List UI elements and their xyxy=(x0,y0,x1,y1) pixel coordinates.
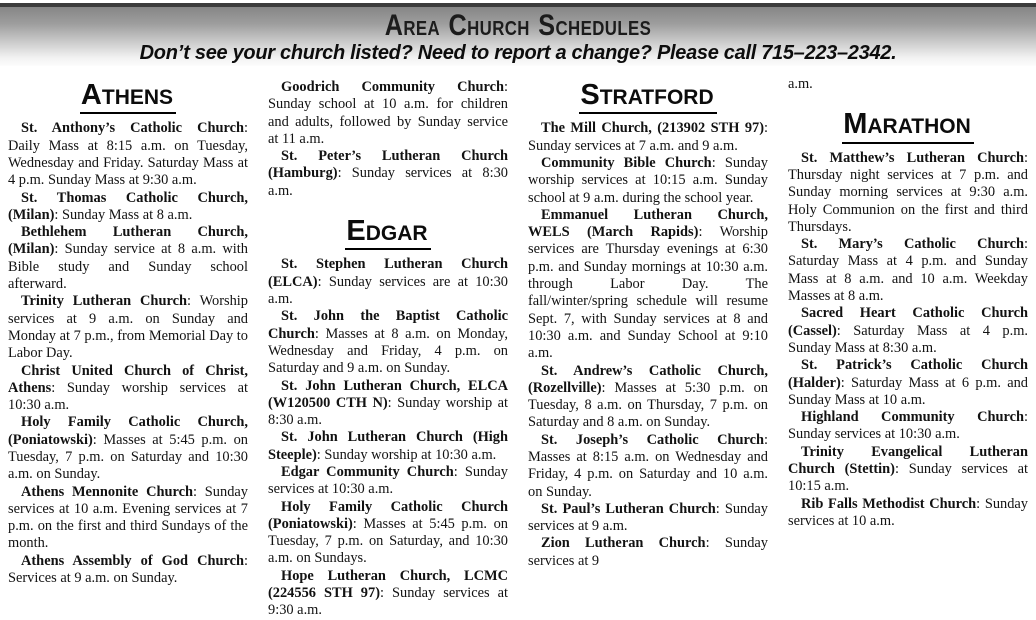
church-entry xyxy=(788,409,1028,444)
separator: : xyxy=(711,154,725,171)
church-schedule: Daily Mass at 8:15 a.m. on Tuesday, Wednesday and Friday. Saturday Mass at 4 p.m. Sunday Mass at 9:30 a.m. xyxy=(8,137,248,189)
separator: : xyxy=(698,224,720,241)
church-entry xyxy=(788,150,1028,236)
church-name: Athens Assembly of God Church xyxy=(21,552,244,569)
column-2 xyxy=(268,68,508,620)
church-entry xyxy=(268,308,508,377)
separator: : xyxy=(54,206,62,223)
church-name: St. Thomas Catholic Church, (Milan) xyxy=(8,189,248,223)
church-entry xyxy=(788,444,1028,496)
church-entry xyxy=(8,484,248,553)
church-entry xyxy=(528,501,768,536)
separator: : xyxy=(705,535,725,552)
schedule-columns xyxy=(0,66,1036,620)
separator: : xyxy=(380,585,393,602)
church-name: St. Peter’s Lutheran Church (Hamburg) xyxy=(268,148,508,182)
separator: : xyxy=(352,515,364,532)
masthead xyxy=(0,3,1036,66)
column-3 xyxy=(528,68,768,620)
section-heading-text: EDGAR xyxy=(345,215,430,250)
church-schedule: Masses at 5:45 p.m. on Tuesday, 7 p.m. on Saturday, and 10:30 a.m. on Sundays. xyxy=(268,515,508,567)
church-name: Community Bible Church xyxy=(541,154,712,171)
section-heading-stratford xyxy=(528,79,768,114)
church-schedule: Sunday Mass at 8 a.m. xyxy=(61,206,193,223)
church-name: Holy Family Catholic Church, (Poniatowski) xyxy=(8,414,248,448)
separator: : xyxy=(193,483,205,500)
separator: : xyxy=(836,322,854,339)
church-name: Zion Lutheran Church xyxy=(541,535,706,552)
church-schedule: Sunday services at 9 a.m. xyxy=(528,500,768,535)
church-entry xyxy=(528,432,768,501)
separator: : xyxy=(976,495,985,512)
church-name: Emmanuel Lutheran Church, WELS (March Rapids) xyxy=(528,206,768,241)
church-entry xyxy=(268,429,508,464)
church-schedule: Sunday services at 8:30 a.m. xyxy=(268,165,508,199)
church-schedule: Sunday worship services at 10:30 a.m. xyxy=(8,379,248,414)
title-word: AREA xyxy=(384,9,441,42)
section-heading-athens xyxy=(8,79,248,114)
church-schedule: Saturday Mass at 4 p.m. and Sunday Mass at 8 a.m. and 10 a.m. Weekday Masses at 8 a.m. xyxy=(788,253,1028,305)
column-4 xyxy=(788,68,1028,620)
separator: : xyxy=(601,379,615,396)
church-entry xyxy=(268,464,508,499)
church-schedule: Masses at 8:15 a.m. on Wednesday and Friday, 4 p.m. on Saturday and 10 a.m. on Sunday. xyxy=(528,448,768,500)
church-name: Hope Lutheran Church, LCMC (224556 STH 97) xyxy=(268,567,508,602)
church-entry xyxy=(8,414,248,483)
church-name: St. Mary’s Catholic Church xyxy=(801,236,1024,253)
separator: : xyxy=(715,500,725,517)
church-schedule: Sunday services at 9 xyxy=(528,535,768,569)
church-entry xyxy=(788,305,1028,357)
church-entry xyxy=(528,155,768,207)
separator: : xyxy=(387,394,398,411)
church-name: Christ United Church of Christ, Athens xyxy=(8,362,248,396)
church-schedule: Sunday worship at 8:30 a.m. xyxy=(268,394,508,429)
church-name: Sacred Heart Catholic Church (Cassel) xyxy=(788,305,1028,339)
church-schedule: Sunday services at 10 a.m. xyxy=(788,495,1028,529)
church-name: Athens Mennonite Church xyxy=(21,483,194,500)
church-schedule: Sunday services at 10:30 a.m. xyxy=(788,426,960,443)
church-schedule: Thursday night services at 7 p.m. and Sunday morning services at 9:30 a.m. Holy Communion on the first and third Thursdays. xyxy=(788,166,1028,235)
page-title xyxy=(83,7,953,41)
church-entry xyxy=(788,357,1028,409)
church-schedule: Sunday services at 7 a.m. and 9 a.m. xyxy=(528,137,738,154)
church-schedule: Saturday Mass at 6 p.m. and Sunday Mass at 10 a.m. xyxy=(788,374,1028,408)
separator: : xyxy=(92,431,104,448)
church-schedule: Sunday worship at 10:30 a.m. xyxy=(324,446,497,463)
separator: : xyxy=(764,120,768,137)
separator: : xyxy=(453,463,465,480)
church-schedule: Masses at 5:45 p.m. on Tuesday, 7 p.m. on Saturday and 10:30 a.m. on Sunday. xyxy=(8,431,248,483)
church-entry xyxy=(528,535,768,570)
separator: : xyxy=(314,325,326,342)
church-schedule: Sunday services at 10 a.m. Evening services at 7 p.m. on the first and third Sundays of the month. xyxy=(8,483,248,552)
church-schedule: Sunday school at 10 a.m. for children and adults, followed by Sunday service at 11 a.m. xyxy=(268,96,508,147)
church-name: Trinity Lutheran Church xyxy=(21,293,187,310)
church-name: St. John Lutheran Church (High Steeple) xyxy=(268,429,508,463)
church-entry xyxy=(268,499,508,568)
church-entry xyxy=(8,553,248,588)
church-name: The Mill Church, (213902 STH 97) xyxy=(541,120,764,137)
church-entry xyxy=(528,363,768,432)
separator: : xyxy=(244,120,248,137)
separator: : xyxy=(840,374,852,391)
church-entry xyxy=(268,568,508,620)
church-name: Holy Family Catholic Church (Poniatowski) xyxy=(268,498,508,532)
church-entry xyxy=(788,236,1028,305)
separator: : xyxy=(54,241,65,258)
separator: : xyxy=(337,165,352,182)
separator: : xyxy=(317,273,329,290)
entry-continuation: a.m. xyxy=(788,76,813,92)
church-schedule: Sunday service at 8 a.m. with Bible study and Sunday school afterward. xyxy=(8,241,248,293)
separator: : xyxy=(316,446,325,463)
church-schedule: Sunday services at 10:15 a.m. xyxy=(788,460,1028,495)
separator: : xyxy=(244,552,248,569)
church-name: St. John the Baptist Catholic Church xyxy=(268,308,508,342)
title-word: SCHEDULES xyxy=(538,9,652,42)
separator: : xyxy=(51,379,67,396)
church-entry xyxy=(528,120,768,155)
separator: : xyxy=(186,293,200,310)
church-schedule: Masses at 5:30 p.m. on Tuesday, 8 a.m. on Thursday, 7 p.m. on Saturday and 8 a.m. on Sunday. xyxy=(528,379,768,431)
section-heading-text: MARATHON xyxy=(842,108,974,143)
section-heading-marathon xyxy=(788,108,1028,143)
church-entry xyxy=(788,496,1028,531)
church-entry xyxy=(268,148,508,200)
church-entry xyxy=(8,293,248,362)
church-name: Highland Community Church xyxy=(801,409,1024,426)
church-name: Rib Falls Methodist Church xyxy=(801,495,977,512)
church-name: St. John Lutheran Church, ELCA (W120500 CTH N) xyxy=(268,377,508,411)
church-schedule: Worship services are Thursday evenings at 6:30 p.m. and Sunday mornings at 10:30 a.m. through Labor Day. The fall/winter/spring schedule will resume Sept. 7, with Sunday services at 8 and 10:30 a.m. and Sunday School at 9:10 a.m. xyxy=(528,224,768,362)
church-schedule: Worship services at 9 a.m. on Sunday and Monday at 7 p.m., from Memorial Day to Labor Day. xyxy=(8,293,248,362)
church-name: St. Joseph’s Catholic Church xyxy=(541,431,764,448)
church-name: Goodrich Community Church xyxy=(281,79,504,95)
section-heading-text: ATHENS xyxy=(80,79,176,114)
church-schedule: Sunday worship services at 10:15 a.m. Sunday school at 9 a.m. during the school year. xyxy=(528,154,768,206)
church-entry xyxy=(268,79,508,148)
church-entry xyxy=(8,363,248,415)
church-entry xyxy=(8,190,248,225)
church-name: Bethlehem Lutheran Church, (Milan) xyxy=(8,224,248,258)
church-entry xyxy=(8,120,248,189)
church-name: St. Stephen Lutheran Church (ELCA) xyxy=(268,256,508,290)
church-schedule: Sunday services are at 10:30 a.m. xyxy=(268,273,508,308)
church-name: St. Anthony’s Catholic Church xyxy=(21,120,244,137)
section-heading-edgar xyxy=(268,215,508,250)
separator: : xyxy=(1024,236,1028,253)
church-schedule: Sunday services at 10:30 a.m. xyxy=(268,463,508,498)
church-schedule: Services at 9 a.m. on Sunday. xyxy=(8,570,178,587)
church-entry xyxy=(8,224,248,293)
section-heading-text: STRATFORD xyxy=(579,79,716,114)
church-name: Edgar Community Church xyxy=(281,463,454,480)
church-entry xyxy=(268,378,508,430)
separator: : xyxy=(1024,409,1028,426)
church-name: St. Patrick’s Catholic Church (Halder) xyxy=(788,357,1028,391)
separator: : xyxy=(894,460,909,477)
separator: : xyxy=(504,79,508,95)
church-name: St. Paul’s Lutheran Church xyxy=(541,500,716,517)
church-name: St. Andrew’s Catholic Church, (Rozellville) xyxy=(528,362,768,396)
church-schedule: Sunday services at 9:30 a.m. xyxy=(268,585,508,619)
column-1 xyxy=(8,68,248,620)
church-entry xyxy=(528,207,768,363)
church-entry xyxy=(268,256,508,308)
separator: : xyxy=(1024,149,1028,166)
church-schedule: Masses at 8 a.m. on Monday, Wednesday and Friday, 4 p.m. on Saturday and 9 a.m. on Sunday. xyxy=(268,325,508,377)
church-name: St. Matthew’s Lutheran Church xyxy=(801,149,1024,166)
church-schedule: Saturday Mass at 4 p.m. Sunday Mass at 8:30 a.m. xyxy=(788,322,1028,356)
separator: : xyxy=(764,431,768,448)
title-word: CHURCH xyxy=(448,9,530,42)
church-name: Trinity Evangelical Lutheran Church (Stettin) xyxy=(788,443,1028,477)
subtitle: Don’t see your church listed? Need to report a change? Please call 715–223–2342. xyxy=(139,42,897,64)
